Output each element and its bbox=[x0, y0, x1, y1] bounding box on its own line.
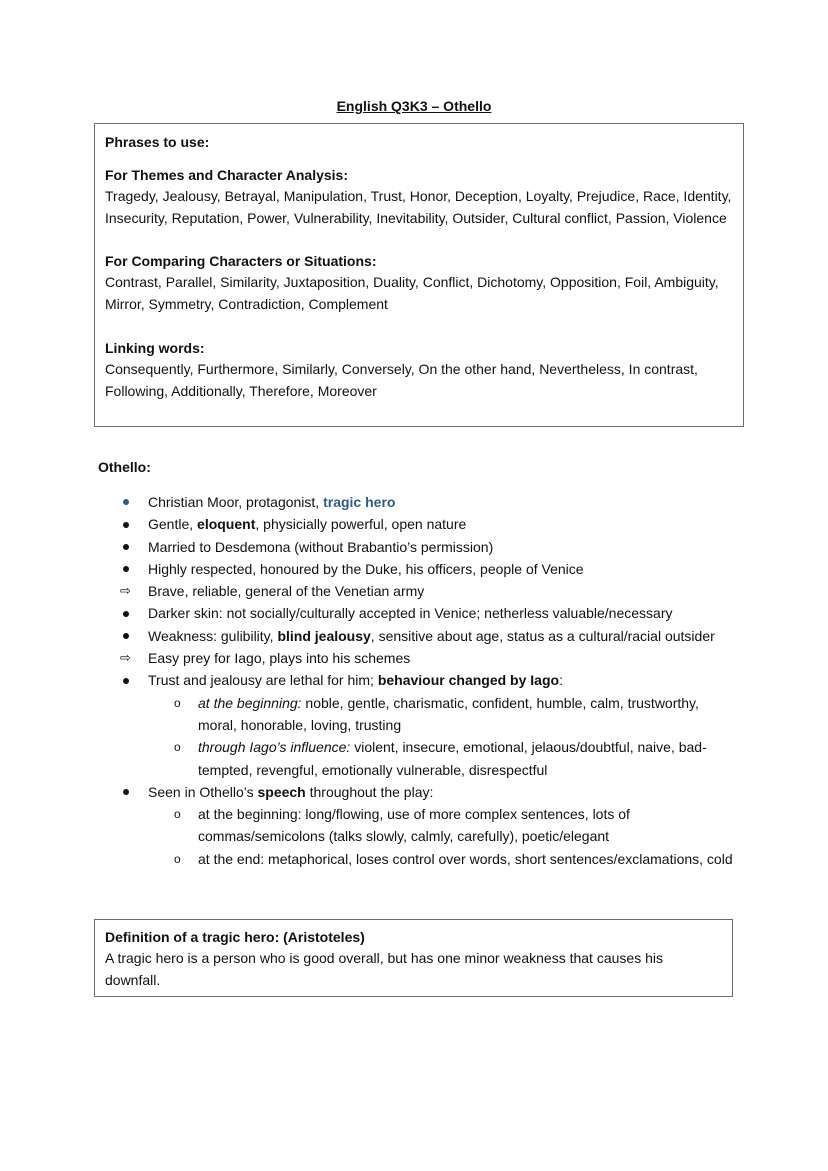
behaviour-sublist bbox=[148, 692, 738, 781]
bullet-icon bbox=[118, 602, 138, 624]
linking-text: Consequently, Furthermore, Similarly, Conversely, On the other hand, Nevertheless, In contrast, Following, Additionally, Therefore, Moreover bbox=[105, 360, 698, 399]
linking-heading: Linking words: bbox=[105, 339, 205, 356]
list-item: Seen in Othello’s speech throughout the play: o at the beginning: long/flowing, use of more complex sentences, lots of commas/semicolons (talks slowly, calmly, carefully), poetic/elegant o at the end: metaphorical, loses control over words, short sentences/exclamations, cold bbox=[118, 781, 738, 870]
circle-bullet-icon: o bbox=[174, 740, 181, 755]
list-item: Christian Moor, protagonist, tragic hero bbox=[118, 491, 738, 513]
bullet-icon bbox=[118, 781, 138, 803]
sub-list-item: o through Iago’s influence: violent, insecure, emotional, jelaous/doubtful, naive, bad-tempted, revengful, emotionally vulnerable, disrespectful bbox=[148, 736, 738, 781]
arrow-right-icon: ⇨ bbox=[120, 650, 131, 666]
tragic-hero-highlight: tragic hero bbox=[323, 494, 396, 510]
circle-bullet-icon: o bbox=[174, 807, 181, 822]
othello-list bbox=[118, 491, 738, 870]
bullet-icon bbox=[118, 536, 138, 558]
sub-list-item: o at the beginning: long/flowing, use of more complex sentences, lots of commas/semicolons (talks slowly, calmly, carefully), poetic/elegant bbox=[148, 803, 738, 848]
arrow-right-icon: ⇨ bbox=[120, 583, 131, 599]
circle-bullet-icon: o bbox=[174, 851, 181, 866]
sub-list-item: o at the end: metaphorical, loses control over words, short sentences/exclamations, cold bbox=[148, 848, 738, 870]
sub-list-item: o at the beginning: noble, gentle, charismatic, confident, humble, calm, trustworthy, moral, honorable, loving, trusting bbox=[148, 692, 738, 737]
bullet-icon bbox=[118, 491, 138, 513]
definition-heading: Definition of a tragic hero: (Aristoteles) bbox=[105, 929, 365, 945]
circle-bullet-icon: o bbox=[174, 695, 181, 710]
speech-sublist bbox=[148, 803, 738, 870]
phrases-heading: Phrases to use: bbox=[105, 134, 210, 150]
list-item: Gentle, eloquent, physicially powerful, open nature bbox=[118, 513, 738, 535]
bullet-icon bbox=[118, 558, 138, 580]
othello-heading: Othello: bbox=[98, 459, 151, 475]
list-item: Weakness: gulibility, blind jealousy, sensitive about age, status as a cultural/racial outsider bbox=[118, 625, 738, 647]
list-item: Trust and jealousy are lethal for him; behaviour changed by Iago: o at the beginning: noble, gentle, charismatic, confident, humble, calm, trustworthy, moral, honorable, loving, trusting o through Iago’s influence: violent, insecure, emotional, jelaous/doubtful, naive, bad-tempted, revengful, emotionally vulnerable, disrespectful bbox=[118, 669, 738, 780]
list-item: ⇨ Easy prey for Iago, plays into his schemes bbox=[118, 647, 738, 669]
comparing-heading: For Comparing Characters or Situations: bbox=[105, 253, 377, 270]
themes-heading: For Themes and Character Analysis: bbox=[105, 167, 349, 183]
document-title: English Q3K3 – Othello bbox=[336, 98, 492, 114]
themes-text: Tragedy, Jealousy, Betrayal, Manipulation, Trust, Honor, Deception, Loyalty, Prejudice, Race, Identity, Insecurity, Reputation, Power, Vulnerability, Inevitability, Outsider, Cultural conflict, Passion, Violence bbox=[105, 188, 732, 226]
phrases-box bbox=[94, 123, 744, 427]
definition-text: A tragic hero is a person who is good overall, but has one minor weakness that causes his downfall. bbox=[105, 950, 663, 988]
definition-box bbox=[94, 919, 733, 997]
bullet-icon bbox=[118, 669, 138, 691]
bullet-icon bbox=[118, 513, 138, 535]
list-item: ⇨ Brave, reliable, general of the Venetian army bbox=[118, 580, 738, 602]
comparing-text: Contrast, Parallel, Similarity, Juxtaposition, Duality, Conflict, Dichotomy, Opposition, Foil, Ambiguity, Mirror, Symmetry, Contradiction, Complement bbox=[105, 274, 719, 313]
list-item: Darker skin: not socially/culturally accepted in Venice; netherless valuable/necessary bbox=[118, 602, 738, 624]
bullet-icon bbox=[118, 625, 138, 647]
list-item: Highly respected, honoured by the Duke, his officers, people of Venice bbox=[118, 558, 738, 580]
list-item: Married to Desdemona (without Brabantio’s permission) bbox=[118, 536, 738, 558]
